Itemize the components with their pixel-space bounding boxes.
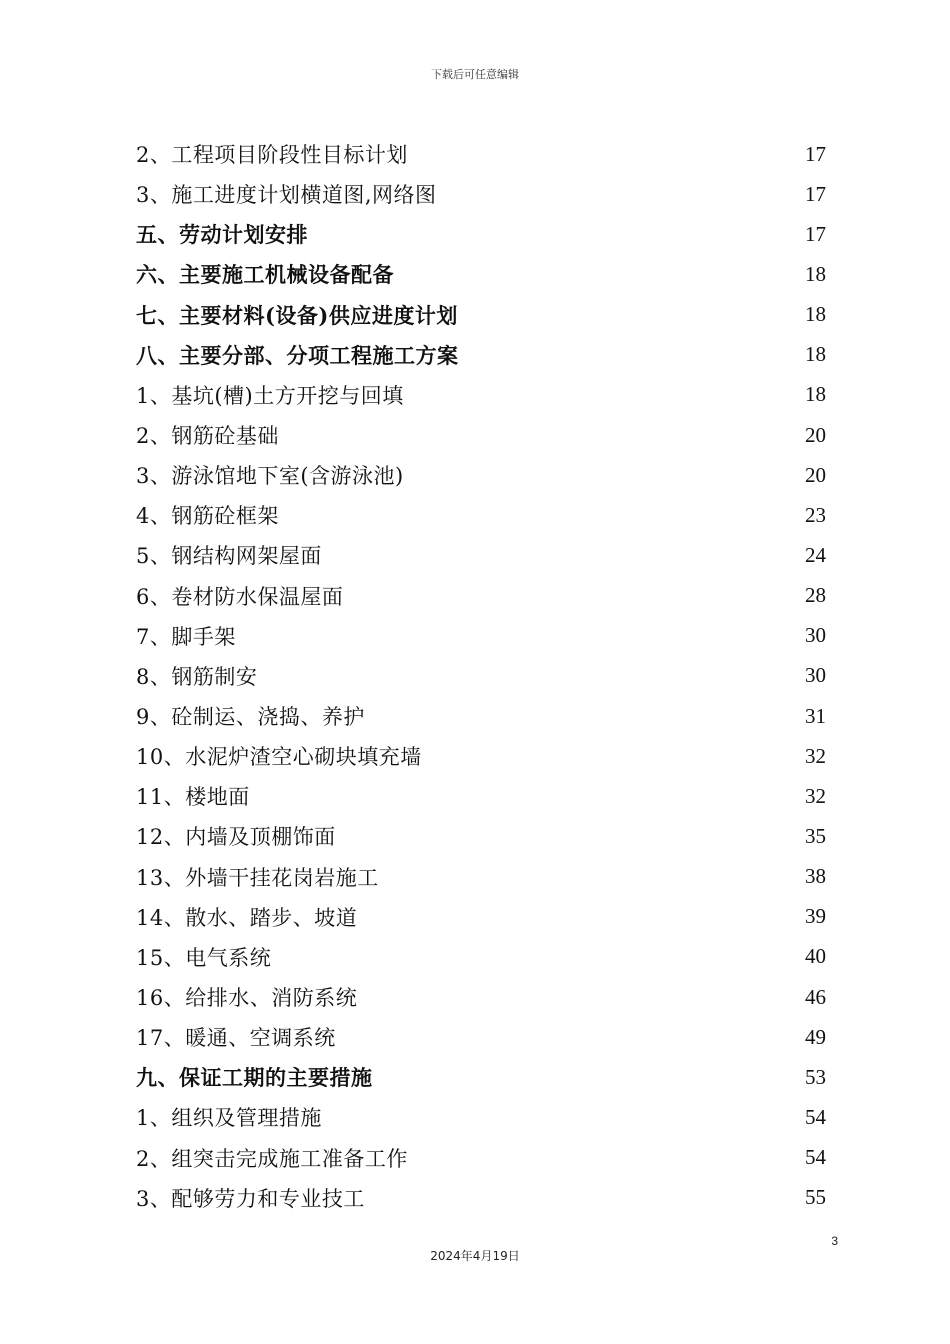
toc-entry[interactable] xyxy=(136,616,826,656)
toc-entry-title: 3、游泳馆地下室(含游泳池) xyxy=(136,464,404,489)
toc-entry-title: 7、脚手架 xyxy=(136,624,236,649)
toc-entry-title: 八、主要分部、分项工程施工方案 xyxy=(136,342,459,368)
toc-entry-title: 14、散水、踏步、坡道 xyxy=(136,905,358,930)
toc-entry[interactable] xyxy=(136,174,826,214)
toc-entry-page: 31 xyxy=(805,703,826,728)
toc-entry-title: 2、组突击完成施工准备工作 xyxy=(136,1146,408,1171)
toc-entry-title: 六、主要施工机械设备配备 xyxy=(136,262,394,288)
toc-entry-title: 九、保证工期的主要措施 xyxy=(136,1065,373,1091)
toc-entry[interactable] xyxy=(136,937,826,977)
toc-entry-page: 40 xyxy=(805,944,826,969)
toc-section-heading[interactable] xyxy=(136,254,826,294)
toc-entry[interactable] xyxy=(136,816,826,856)
toc-entry-page: 17 xyxy=(805,221,826,246)
toc-entry-title: 6、卷材防水保温屋面 xyxy=(136,584,344,609)
toc-entry-title: 13、外墙干挂花岗岩施工 xyxy=(136,865,379,890)
toc-entry-page: 30 xyxy=(805,663,826,688)
toc-entry[interactable] xyxy=(136,977,826,1017)
toc-entry-page: 38 xyxy=(805,864,826,889)
toc-entry[interactable] xyxy=(136,897,826,937)
toc-entry-page: 18 xyxy=(805,382,826,407)
toc-entry-title: 5、钢结构网架屋面 xyxy=(136,544,322,569)
toc-entry[interactable] xyxy=(136,576,826,616)
toc-entry-page: 54 xyxy=(805,1104,826,1129)
toc-entry-page: 32 xyxy=(805,743,826,768)
toc-entry-title: 2、工程项目阶段性目标计划 xyxy=(136,143,408,168)
toc-entry-title: 17、暖通、空调系统 xyxy=(136,1026,336,1051)
toc-section-heading[interactable] xyxy=(136,335,826,375)
toc-entry-page: 46 xyxy=(805,984,826,1009)
toc-entry-title: 16、给排水、消防系统 xyxy=(136,986,358,1011)
toc-entry-page: 23 xyxy=(805,502,826,527)
toc-entry-page: 39 xyxy=(805,904,826,929)
toc-entry-title: 1、组织及管理措施 xyxy=(136,1106,322,1131)
toc-entry[interactable] xyxy=(136,415,826,455)
toc-entry[interactable] xyxy=(136,134,826,174)
toc-entry-title: 8、钢筋制安 xyxy=(136,664,258,689)
toc-entry-title: 五、劳动计划安排 xyxy=(136,222,308,248)
toc-entry-title: 4、钢筋砼框架 xyxy=(136,504,279,529)
toc-entry-page: 32 xyxy=(805,783,826,808)
toc-entry-page: 49 xyxy=(805,1024,826,1049)
toc-entry-title: 15、电气系统 xyxy=(136,945,272,970)
toc-entry[interactable] xyxy=(136,1017,826,1057)
toc-section-heading[interactable] xyxy=(136,295,826,335)
toc-entry-title: 3、配够劳力和专业技工 xyxy=(136,1186,365,1211)
toc-entry[interactable] xyxy=(136,857,826,897)
toc-entry-page: 24 xyxy=(805,542,826,567)
toc-entry-page: 35 xyxy=(805,823,826,848)
toc-entry[interactable] xyxy=(136,535,826,575)
toc-entry-title: 1、基坑(槽)土方开挖与回填 xyxy=(136,383,404,408)
toc-entry-page: 20 xyxy=(805,422,826,447)
toc-entry-page: 18 xyxy=(805,342,826,367)
toc-entry-page: 54 xyxy=(805,1145,826,1170)
toc-entry-page: 18 xyxy=(805,302,826,327)
toc-entry-page: 20 xyxy=(805,462,826,487)
page-number: 3 xyxy=(831,1234,838,1248)
toc-entry-page: 53 xyxy=(805,1064,826,1089)
toc-entry-title: 11、楼地面 xyxy=(136,785,250,810)
toc-section-heading[interactable] xyxy=(136,1057,826,1097)
toc-entry-page: 17 xyxy=(805,181,826,206)
page-header: 下载后可任意编辑 xyxy=(431,68,519,81)
toc-entry[interactable] xyxy=(136,776,826,816)
toc-entry-page: 30 xyxy=(805,623,826,648)
toc-entry[interactable] xyxy=(136,696,826,736)
toc-entry[interactable] xyxy=(136,736,826,776)
toc-entry[interactable] xyxy=(136,1138,826,1178)
toc-entry-title: 10、水泥炉渣空心砌块填充墙 xyxy=(136,745,422,770)
toc-entry[interactable] xyxy=(136,656,826,696)
toc-section-heading[interactable] xyxy=(136,214,826,254)
table-of-contents xyxy=(136,134,826,1218)
toc-entry-page: 17 xyxy=(805,141,826,166)
toc-entry[interactable] xyxy=(136,495,826,535)
footer-date: 2024年4月19日 xyxy=(430,1249,520,1263)
toc-entry-title: 3、施工进度计划横道图,网络图 xyxy=(136,183,437,208)
toc-entry-page: 18 xyxy=(805,261,826,286)
toc-entry-title: 9、砼制运、浇捣、养护 xyxy=(136,705,365,730)
toc-entry[interactable] xyxy=(136,375,826,415)
toc-entry-page: 55 xyxy=(805,1185,826,1210)
toc-entry-title: 七、主要材料(设备)供应进度计划 xyxy=(136,302,458,328)
toc-entry[interactable] xyxy=(136,455,826,495)
toc-entry-title: 2、钢筋砼基础 xyxy=(136,424,279,449)
toc-entry[interactable] xyxy=(136,1097,826,1137)
toc-entry-title: 12、内墙及顶棚饰面 xyxy=(136,825,336,850)
toc-entry-page: 28 xyxy=(805,583,826,608)
toc-entry[interactable] xyxy=(136,1178,826,1218)
